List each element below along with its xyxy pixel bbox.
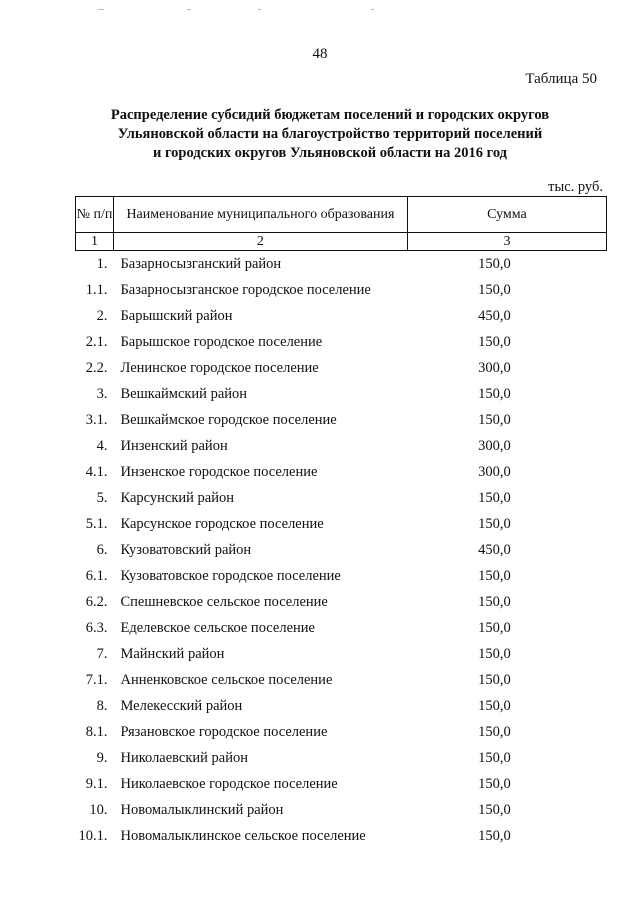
row-number: 6.3. [85,619,108,636]
table-row [76,615,607,641]
row-sum: 150,0 [478,801,511,818]
row-number: 8. [96,697,108,714]
row-name: Кузоватовский район [120,541,252,558]
table-row [76,355,607,381]
row-name: Рязановское городское поселение [120,723,328,740]
row-sum: 150,0 [478,645,511,662]
row-number: 5.1. [85,515,108,532]
row-sum: 300,0 [478,463,511,480]
row-name: Базарносызганское городское поселение [120,281,371,298]
row-sum: 150,0 [478,775,511,792]
table-row [76,485,607,511]
header-index-1: 1 [76,233,114,251]
title-line: Ульяновской области на благоустройство территорий поселений [117,126,543,142]
row-number: 6. [96,541,108,558]
row-name: Николаевский район [120,749,249,766]
table-row [76,511,607,537]
row-name: Базарносызганский район [120,255,282,272]
row-name: Николаевское городское поселение [120,775,338,792]
row-sum: 150,0 [478,593,511,610]
row-name: Барышское городское поселение [120,333,323,350]
header-number: № п/п [76,197,114,233]
row-number: 8.1. [85,723,108,740]
table-row [76,745,607,771]
table-row [76,303,607,329]
table-row [76,771,607,797]
header-index-row [76,233,607,251]
table-row [76,407,607,433]
row-sum: 150,0 [478,697,511,714]
row-number: 3.1. [85,411,108,428]
row-name: Вешкаймский район [120,385,248,402]
row-name: Ленинское городское поселение [120,359,319,376]
table-row [76,823,607,849]
row-sum: 300,0 [478,437,511,454]
header-row [76,197,607,233]
row-name: Новомалыклинский район [120,801,284,818]
row-sum: 300,0 [478,359,511,376]
row-sum: 150,0 [478,671,511,688]
row-sum: 150,0 [478,255,511,272]
row-name: Анненковское сельское поселение [120,671,333,688]
row-sum: 150,0 [478,827,511,844]
row-number: 1. [96,255,108,272]
row-name: Инзенский район [120,437,228,454]
row-number: 10. [89,801,108,818]
row-sum: 150,0 [478,619,511,636]
row-number: 3. [96,385,108,402]
table-row [76,563,607,589]
row-number: 2. [96,307,108,324]
header-index-2: 2 [113,233,407,251]
row-sum: 150,0 [478,385,511,402]
row-number: 10.1. [78,827,108,844]
table-row [76,433,607,459]
table-row [76,641,607,667]
row-number: 1.1. [85,281,108,298]
row-sum: 150,0 [478,749,511,766]
row-name: Карсунский район [120,489,234,506]
table-number: Таблица 50 [525,71,597,87]
row-number: 9. [96,749,108,766]
table-row [76,693,607,719]
row-name: Кузоватовское городское поселение [120,567,341,584]
row-sum: 150,0 [478,281,511,298]
table-row [76,459,607,485]
table-row [76,667,607,693]
row-number: 2.1. [85,333,108,350]
table-title [60,106,600,163]
row-sum: 150,0 [478,567,511,584]
row-name: Барышский район [120,307,233,324]
row-name: Новомалыклинское сельское поселение [120,827,366,844]
title-line: и городских округов Ульяновской области на 2016 год [152,145,508,161]
subsidy-table [75,196,607,849]
table-row [76,251,607,278]
row-sum: 150,0 [478,489,511,506]
header-index-3: 3 [407,233,606,251]
row-sum: 150,0 [478,333,511,350]
table-row [76,537,607,563]
table-row [76,381,607,407]
row-number: 4. [96,437,108,454]
row-number: 7. [96,645,108,662]
row-name: Вешкаймское городское поселение [120,411,337,428]
table-body [76,251,607,850]
table-row [76,589,607,615]
row-sum: 450,0 [478,541,511,558]
row-name: Еделевское сельское поселение [120,619,315,636]
row-number: 7.1. [85,671,108,688]
table-row [76,719,607,745]
row-name: Карсунское городское поселение [120,515,324,532]
row-sum: 150,0 [478,515,511,532]
table-row [76,277,607,303]
row-number: 2.2. [85,359,108,376]
row-name: Спешневское сельское поселение [120,593,328,610]
row-name: Мелекесский район [120,697,243,714]
header-sum: Сумма [407,197,606,233]
unit-label: тыс. руб. [548,179,603,195]
row-number: 5. [96,489,108,506]
row-number: 9.1. [85,775,108,792]
title-line: Распределение субсидий бюджетам поселений и городских округов [110,107,550,123]
row-sum: 450,0 [478,307,511,324]
table-row [76,329,607,355]
row-number: 6.1. [85,567,108,584]
header-name: Наименование муниципального образования [113,197,407,233]
row-number: 6.2. [85,593,108,610]
row-name: Майнский район [120,645,225,662]
row-sum: 150,0 [478,411,511,428]
page-number: 48 [312,46,328,62]
row-sum: 150,0 [478,723,511,740]
row-number: 4.1. [85,463,108,480]
table-row [76,797,607,823]
row-name: Инзенское городское поселение [120,463,318,480]
